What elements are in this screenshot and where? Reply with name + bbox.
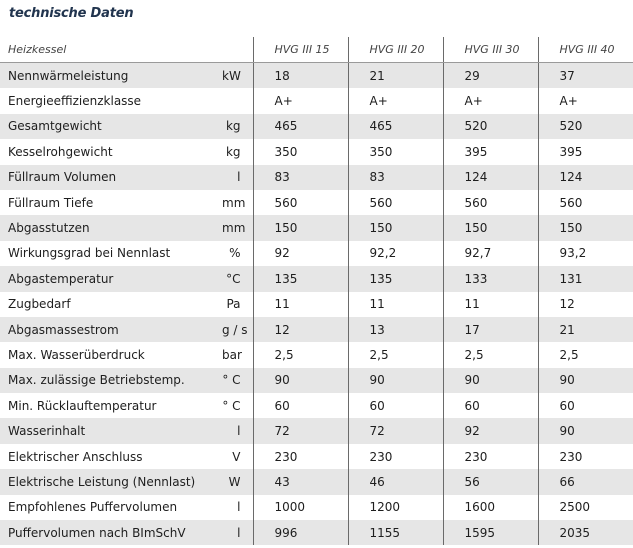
row-value: 90 [538, 418, 633, 443]
row-value: A+ [443, 88, 538, 113]
row-value: 124 [538, 165, 633, 190]
row-value: 131 [538, 266, 633, 291]
row-value: 230 [348, 444, 443, 469]
row-value: A+ [348, 88, 443, 113]
row-value: 12 [538, 292, 633, 317]
row-value: 1000 [253, 495, 348, 520]
row-value: 996 [253, 520, 348, 545]
row-value: 18 [253, 63, 348, 89]
row-value: 60 [253, 393, 348, 418]
row-value: 2500 [538, 495, 633, 520]
row-value: 230 [538, 444, 633, 469]
table-row [0, 317, 633, 342]
row-value: 1600 [443, 495, 538, 520]
row-value: 150 [443, 215, 538, 240]
row-value: 56 [443, 469, 538, 494]
row-value: 465 [253, 114, 348, 139]
table-row [0, 469, 633, 494]
table-row [0, 88, 633, 113]
row-value: 60 [348, 393, 443, 418]
table-row [0, 114, 633, 139]
row-value: 133 [443, 266, 538, 291]
row-unit: bar [222, 342, 253, 367]
row-value: 520 [443, 114, 538, 139]
row-value: 2035 [538, 520, 633, 545]
row-label: Abgasmassestrom [0, 317, 222, 342]
table-row [0, 495, 633, 520]
row-label: Max. zulässige Betriebstemp. [0, 368, 222, 393]
row-value: 92,7 [443, 241, 538, 266]
row-label: Energieeffizienzklasse [0, 88, 222, 113]
row-value: 230 [443, 444, 538, 469]
row-label: Nennwärmeleistung [0, 63, 222, 89]
spec-table-header [0, 37, 633, 63]
row-value: 11 [253, 292, 348, 317]
row-value: 92 [253, 241, 348, 266]
row-label: Puffervolumen nach BImSchV [0, 520, 222, 545]
row-value: 72 [253, 418, 348, 443]
row-value: 2,5 [348, 342, 443, 367]
spec-table-body [0, 63, 633, 546]
row-value: 92,2 [348, 241, 443, 266]
row-value: 21 [348, 63, 443, 89]
row-value: 83 [348, 165, 443, 190]
row-value: 92 [443, 418, 538, 443]
table-row [0, 190, 633, 215]
row-value: 1155 [348, 520, 443, 545]
table-row [0, 393, 633, 418]
row-value: 17 [443, 317, 538, 342]
row-value: 83 [253, 165, 348, 190]
row-value: 90 [348, 368, 443, 393]
row-value: 29 [443, 63, 538, 89]
header-model: HVG III 30 [443, 37, 538, 63]
row-unit: l [222, 520, 253, 545]
row-unit: mm [222, 190, 253, 215]
table-row [0, 342, 633, 367]
row-value: 66 [538, 469, 633, 494]
row-label: Abgastemperatur [0, 266, 222, 291]
row-label: Wirkungsgrad bei Nennlast [0, 241, 222, 266]
row-label: Min. Rücklauftemperatur [0, 393, 222, 418]
row-value: 1595 [443, 520, 538, 545]
row-value: 520 [538, 114, 633, 139]
row-value: 11 [443, 292, 538, 317]
table-row [0, 418, 633, 443]
row-unit: °C [222, 266, 253, 291]
row-value: 2,5 [253, 342, 348, 367]
row-label: Abgasstutzen [0, 215, 222, 240]
header-row [0, 37, 633, 63]
row-unit: l [222, 495, 253, 520]
row-label: Füllraum Volumen [0, 165, 222, 190]
row-unit: ° C [222, 368, 253, 393]
table-row [0, 292, 633, 317]
row-unit: mm [222, 215, 253, 240]
row-unit: kg [222, 114, 253, 139]
table-row [0, 368, 633, 393]
row-value: A+ [538, 88, 633, 113]
row-unit: kW [222, 63, 253, 89]
row-value: 72 [348, 418, 443, 443]
row-value: 90 [253, 368, 348, 393]
table-row [0, 444, 633, 469]
row-value: 90 [538, 368, 633, 393]
header-label: Heizkessel [0, 37, 253, 63]
spec-table [0, 37, 633, 545]
header-model: HVG III 20 [348, 37, 443, 63]
row-label: Füllraum Tiefe [0, 190, 222, 215]
row-unit: % [222, 241, 253, 266]
row-value: 13 [348, 317, 443, 342]
row-value: 46 [348, 469, 443, 494]
row-value: 350 [348, 139, 443, 164]
table-row [0, 139, 633, 164]
row-value: 1200 [348, 495, 443, 520]
row-value: 60 [443, 393, 538, 418]
row-value: 2,5 [538, 342, 633, 367]
row-label: Elektrische Leistung (Nennlast) [0, 469, 222, 494]
row-value: 560 [348, 190, 443, 215]
row-value: 395 [443, 139, 538, 164]
row-value: 350 [253, 139, 348, 164]
row-value: 230 [253, 444, 348, 469]
row-value: 37 [538, 63, 633, 89]
row-value: 93,2 [538, 241, 633, 266]
row-value: 11 [348, 292, 443, 317]
row-label: Wasserinhalt [0, 418, 222, 443]
row-value: 135 [348, 266, 443, 291]
table-row [0, 520, 633, 545]
row-value: 465 [348, 114, 443, 139]
row-unit: ° C [222, 393, 253, 418]
row-value: 124 [443, 165, 538, 190]
row-unit: W [222, 469, 253, 494]
row-value: 2,5 [443, 342, 538, 367]
row-unit [222, 88, 253, 113]
row-value: 12 [253, 317, 348, 342]
row-unit: l [222, 418, 253, 443]
row-label: Max. Wasserüberdruck [0, 342, 222, 367]
row-value: 150 [348, 215, 443, 240]
row-value: 560 [538, 190, 633, 215]
row-value: 43 [253, 469, 348, 494]
row-value: 135 [253, 266, 348, 291]
row-value: 150 [538, 215, 633, 240]
row-unit: l [222, 165, 253, 190]
row-label: Gesamtgewicht [0, 114, 222, 139]
row-label: Empfohlenes Puffervolumen [0, 495, 222, 520]
row-value: 21 [538, 317, 633, 342]
table-row [0, 266, 633, 291]
row-value: 560 [443, 190, 538, 215]
row-value: 395 [538, 139, 633, 164]
row-unit: g / s [222, 317, 253, 342]
header-model: HVG III 15 [253, 37, 348, 63]
header-model: HVG III 40 [538, 37, 633, 63]
row-label: Elektrischer Anschluss [0, 444, 222, 469]
row-value: 90 [443, 368, 538, 393]
table-row [0, 241, 633, 266]
row-unit: kg [222, 139, 253, 164]
row-value: A+ [253, 88, 348, 113]
row-unit: V [222, 444, 253, 469]
row-value: 560 [253, 190, 348, 215]
row-label: Kesselrohgewicht [0, 139, 222, 164]
table-row [0, 215, 633, 240]
row-unit: Pa [222, 292, 253, 317]
table-row [0, 63, 633, 89]
page-title: technische Daten [9, 6, 134, 21]
row-value: 60 [538, 393, 633, 418]
row-value: 150 [253, 215, 348, 240]
table-row [0, 165, 633, 190]
row-label: Zugbedarf [0, 292, 222, 317]
